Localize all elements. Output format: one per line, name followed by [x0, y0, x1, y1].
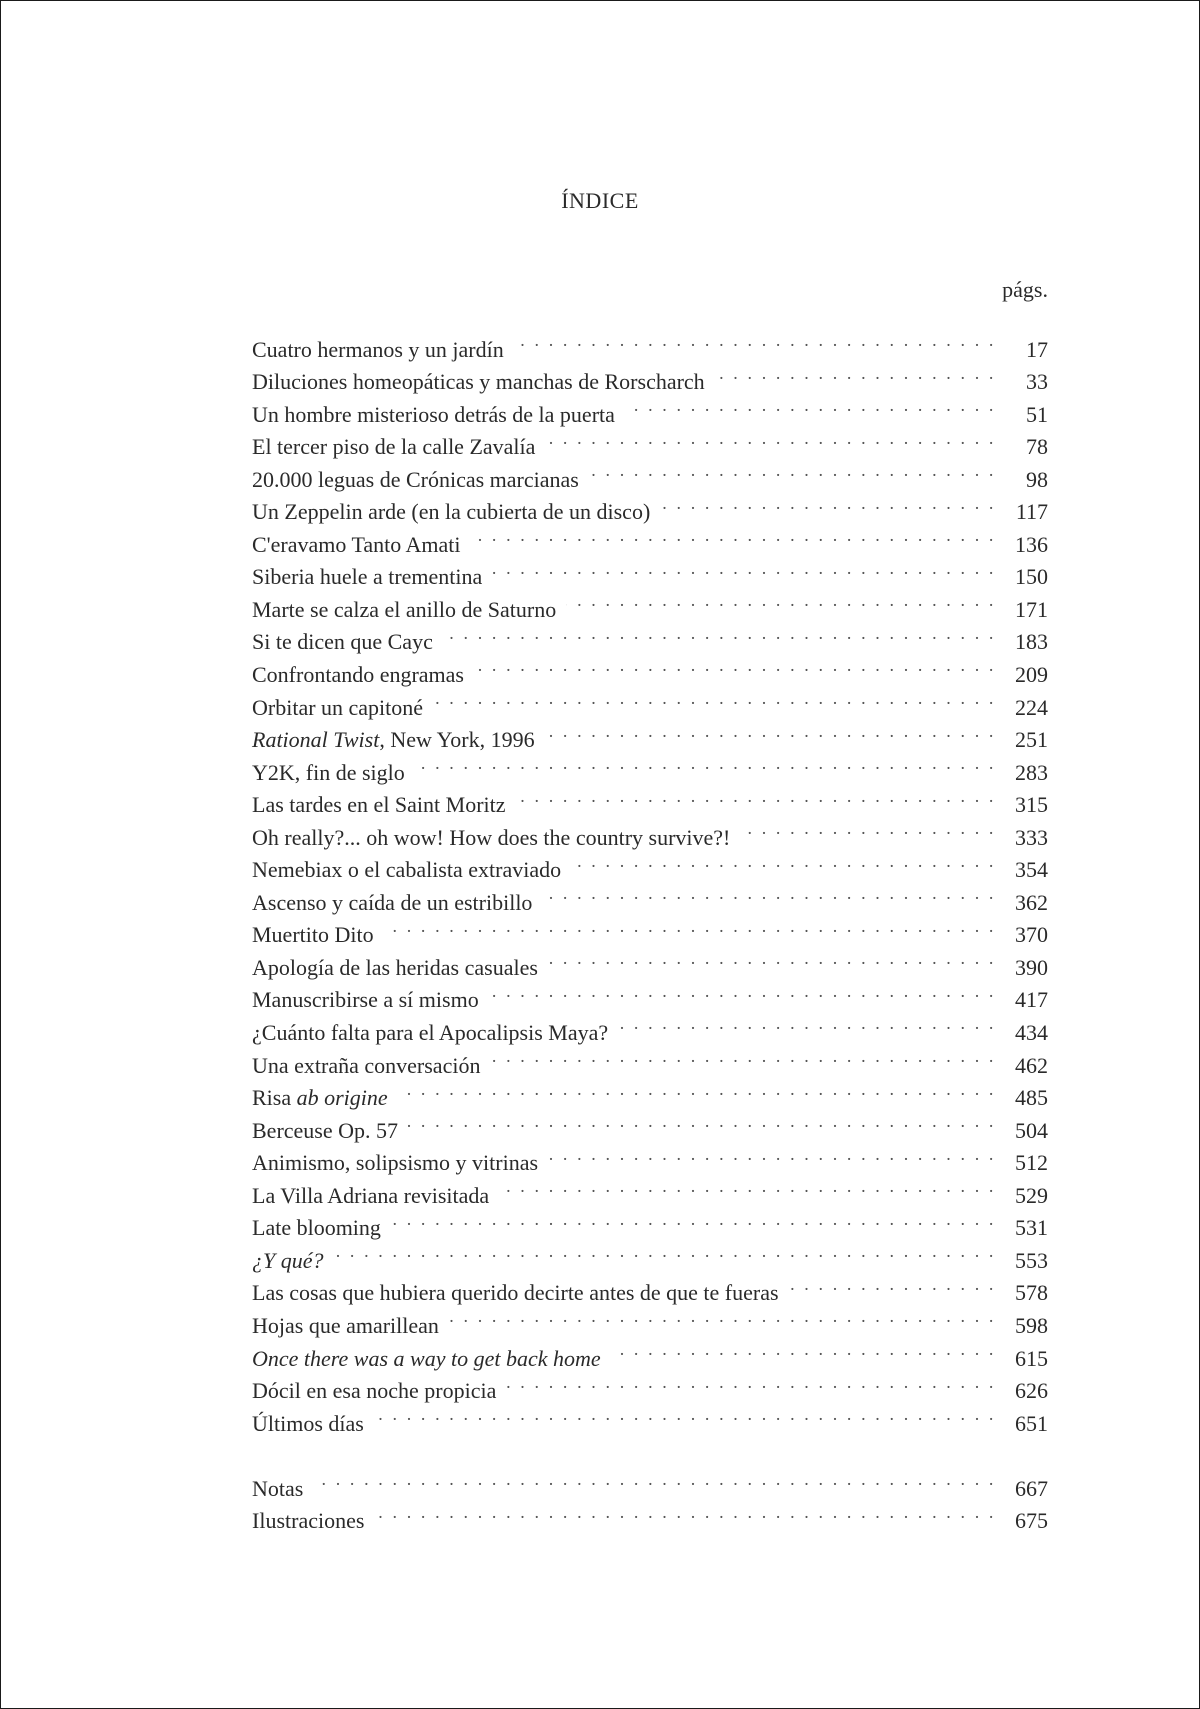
toc-entry-title-roman: Risa [252, 1085, 297, 1111]
toc-entry-title: Berceuse Op. 57 [252, 1117, 399, 1143]
toc-entry-title: Marte se calza el anillo de Saturno [252, 596, 557, 622]
toc-entry-title: Nemebiax o el cabalista extraviado [252, 857, 562, 883]
toc-entry-title: Siberia huele a trementina [252, 564, 483, 590]
toc-entry-title: Muertito Dito [252, 922, 374, 948]
toc-entry-title-italic: Rational Twist [252, 727, 380, 753]
dot-leader [506, 1366, 996, 1399]
dot-leader [545, 715, 996, 748]
dot-leader [548, 942, 996, 975]
dot-leader [415, 747, 996, 780]
dot-leader [489, 975, 996, 1008]
toc-entry[interactable] [252, 1235, 1048, 1273]
dot-leader [433, 682, 996, 715]
toc-entry-page: 675 [1015, 1508, 1048, 1534]
toc-entry-title: Las cosas que hubiera querido decirte antes de que te fueras [252, 1280, 779, 1306]
toc-entry-page: 626 [1015, 1378, 1048, 1404]
dot-leader [660, 487, 996, 520]
toc-entry-title: Confrontando engramas [252, 662, 464, 688]
toc-entry-title: Notas [252, 1475, 304, 1501]
toc-entry-title: Hojas que amarillean [252, 1312, 439, 1338]
toc-entry-page: 136 [1015, 531, 1048, 557]
toc-entry-page: 171 [1015, 596, 1048, 622]
dot-leader [611, 1333, 996, 1366]
dot-leader [545, 422, 996, 455]
dot-leader [471, 519, 996, 552]
toc-entry-page: 333 [1015, 824, 1048, 850]
toc-entry-title [252, 1082, 398, 1115]
toc-entry-page: 17 [1026, 336, 1048, 362]
dot-leader [374, 1398, 996, 1431]
toc-entry-title: Diluciones homeopáticas y manchas de Rorscharch [252, 369, 705, 395]
toc-entry-page: 553 [1015, 1247, 1048, 1273]
table-of-contents [252, 324, 1048, 1534]
toc-entry-title: Apología de las heridas casuales [252, 954, 538, 980]
toc-entry-title: Cuatro hermanos y un jardín [252, 336, 504, 362]
toc-entry-title: El tercer piso de la calle Zavalía [252, 434, 536, 460]
dot-leader [715, 357, 996, 390]
toc-entry-page: 615 [1015, 1345, 1048, 1371]
toc-entry-page: 529 [1015, 1182, 1048, 1208]
toc-entry-page: 531 [1015, 1215, 1048, 1241]
dot-leader [334, 1235, 997, 1268]
toc-entry-title: ¿Cuánto falta para el Apocalipsis Maya? [252, 1020, 609, 1046]
dot-leader [566, 584, 996, 617]
toc-entry-page: 667 [1015, 1475, 1048, 1501]
toc-entry-page: 315 [1015, 792, 1048, 818]
toc-entry-page: 354 [1015, 857, 1048, 883]
dot-leader [542, 877, 996, 910]
dot-leader [490, 1040, 996, 1073]
toc-entry-page: 183 [1015, 629, 1048, 655]
toc-entry-title: Y2K, fin de siglo [252, 759, 405, 785]
toc-entry-title: Dócil en esa noche propicia [252, 1378, 497, 1404]
dot-leader [313, 1463, 996, 1496]
toc-entry-title: Orbitar un capitoné [252, 694, 424, 720]
toc-entry-title-rest: , New York, 1996 [379, 727, 535, 753]
dot-leader [789, 1268, 996, 1301]
toc-entry-page: 283 [1015, 759, 1048, 785]
dot-leader [391, 1203, 996, 1236]
toc-entry-title: La Villa Adriana revisitada [252, 1182, 490, 1208]
dot-leader [492, 552, 996, 585]
dot-leader [499, 1170, 996, 1203]
dot-leader [516, 780, 996, 813]
dot-leader [449, 1300, 996, 1333]
toc-entry[interactable] [252, 324, 1048, 362]
toc-entry-title: Una extraña conversación [252, 1052, 481, 1078]
toc-entry-page: 578 [1015, 1280, 1048, 1306]
toc-entry-title: Late blooming [252, 1215, 381, 1241]
pages-column-label: págs. [1002, 277, 1048, 302]
toc-entry-title: Once there was a way to get back home [252, 1345, 601, 1371]
toc-entry-page: 98 [1026, 466, 1048, 492]
toc-entry-page: 390 [1015, 954, 1048, 980]
toc-entry-page: 117 [1015, 499, 1048, 525]
toc-entry-page: 224 [1015, 694, 1048, 720]
dot-leader [408, 1105, 996, 1138]
toc-entry-title: Oh really?... oh wow! How does the country survive?! [252, 824, 731, 850]
dot-leader [398, 1073, 996, 1106]
dot-leader [548, 1138, 996, 1171]
toc-entry-page: 51 [1026, 401, 1048, 427]
toc-entry-page: 370 [1015, 922, 1048, 948]
dot-leader [443, 617, 996, 650]
toc-appendix-entry[interactable] [252, 1463, 1048, 1501]
toc-entry-title: Si te dicen que Cayc [252, 629, 433, 655]
toc-entry-page: 651 [1015, 1410, 1048, 1436]
toc-entry-title: C'eravamo Tanto Amati [252, 531, 461, 557]
dot-leader [474, 649, 996, 682]
toc-entry-page: 434 [1015, 1020, 1048, 1046]
toc-entry-title: Manuscribirse a sí mismo [252, 987, 479, 1013]
dot-leader [384, 910, 996, 943]
toc-entry-page: 462 [1015, 1052, 1048, 1078]
toc-entry-page: 598 [1015, 1312, 1048, 1338]
toc-entry-title: Últimos días [252, 1410, 364, 1436]
toc-entry-title: 20.000 leguas de Crónicas marcianas [252, 466, 579, 492]
dot-leader [740, 812, 996, 845]
dot-leader [514, 324, 996, 357]
toc-entry-page: 362 [1015, 889, 1048, 915]
dot-leader [625, 389, 996, 422]
toc-entry-page: 417 [1015, 987, 1048, 1013]
dot-leader [589, 454, 996, 487]
page-title: ÍNDICE [561, 188, 639, 213]
toc-entry-title: Animismo, solipsismo y vitrinas [252, 1150, 539, 1176]
toc-entry-page: 78 [1026, 434, 1048, 460]
toc-entry-title: Un Zeppelin arde (en la cubierta de un disco) [252, 499, 651, 525]
dot-leader [571, 845, 996, 878]
toc-entry-title: Un hombre misterioso detrás de la puerta [252, 401, 615, 427]
toc-entry-title: Ilustraciones [252, 1508, 365, 1534]
toc-entry-title-italic: ab origine [296, 1085, 388, 1111]
toc-entry-title: ¿Y qué? [252, 1247, 324, 1273]
toc-entry-page: 512 [1015, 1150, 1048, 1176]
dot-leader [374, 1496, 996, 1529]
toc-entry-page: 485 [1015, 1085, 1048, 1111]
toc-entry-page: 33 [1026, 369, 1048, 395]
toc-entry-page: 150 [1015, 564, 1048, 590]
toc-entry-page: 209 [1015, 662, 1048, 688]
toc-entry-page: 504 [1015, 1117, 1048, 1143]
toc-entry-page: 251 [1015, 727, 1048, 753]
toc-entry[interactable] [252, 1268, 1048, 1306]
toc-entry-title: Las tardes en el Saint Moritz [252, 792, 506, 818]
dot-leader [618, 1007, 996, 1040]
toc-entry-title: Ascenso y caída de un estribillo [252, 889, 533, 915]
toc-appendix-entry[interactable] [252, 1496, 1048, 1534]
